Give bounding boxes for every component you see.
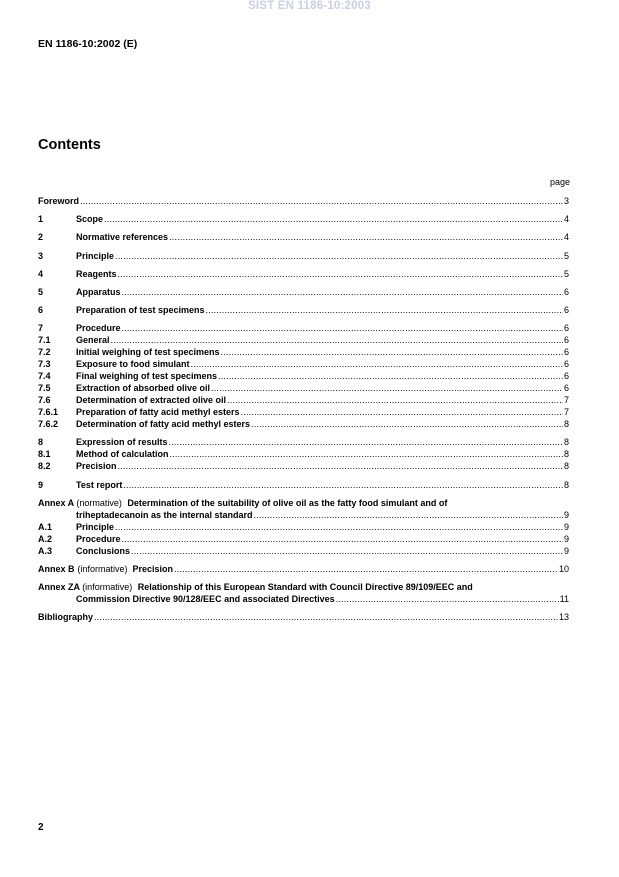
toc-entry-method-of-calculation[interactable] [38,448,569,460]
toc-number: 7.2 [38,347,51,357]
toc-page: 8 [563,437,569,447]
toc-title: Preparation of fatty acid methyl esters [76,407,240,417]
toc-entry-final-weighing[interactable] [38,370,569,382]
toc-entry-initial-weighing[interactable] [38,346,569,358]
toc-title: Final weighing of test specimens [76,371,218,381]
toc-entry-scope[interactable] [38,213,569,225]
toc-page: 6 [563,383,569,393]
toc-entry-procedure[interactable] [38,322,569,334]
toc-page: 6 [563,323,569,333]
toc-page: 8 [563,419,569,429]
toc-title: Principle [76,251,115,261]
toc-page: 13 [558,612,569,622]
toc-title: Precision [132,564,174,574]
toc-title: Expression of results [76,437,168,447]
toc-entry-annex-b[interactable] [38,563,569,575]
toc-number: 6 [38,305,44,315]
toc-page: 6 [563,335,569,345]
annex-title: Relationship of this European Standard with Council Directive 89/109/EEC and [137,582,473,592]
toc-title: Reagents [76,269,117,279]
toc-page: 7 [563,395,569,405]
toc-entry-annex-za-heading[interactable] [38,581,473,593]
toc-number: 7.4 [38,371,51,381]
toc-number: 8.1 [38,449,51,459]
toc-title: Scope [76,214,104,224]
toc-title: Procedure [76,534,121,544]
toc-page: 8 [563,461,569,471]
toc-title: Procedure [76,323,121,333]
toc-entry-determination[interactable] [38,394,569,406]
toc-number: 5 [38,287,44,297]
toc-page: 5 [563,269,569,279]
toc-title: General [76,335,110,345]
toc-number: A.3 [38,546,53,556]
toc-page: 9 [563,522,569,532]
page-column-label: page [549,177,570,187]
toc-entry-reagents[interactable] [38,268,569,280]
toc-entry-fame-determination[interactable] [38,418,569,430]
toc-page: 8 [563,480,569,490]
toc-title: triheptadecanoin as the internal standard [76,510,253,520]
toc-page: 4 [563,232,569,242]
toc-page: 9 [563,534,569,544]
toc-title: Determination of extracted olive oil [76,395,227,405]
toc-page: 8 [563,449,569,459]
toc-title: Method of calculation [76,449,169,459]
annex-title: Determination of the suitability of olive oil as the fatty food simulant and of [127,498,448,508]
page-title: Contents [38,137,101,153]
toc-number: 3 [38,251,44,261]
toc-title: Normative references [76,232,169,242]
annex-label: Annex B [38,564,75,574]
annex-kind: (normative) [76,498,122,508]
toc-entry-annex-a-conclusions[interactable] [38,545,569,557]
toc-page: 4 [563,214,569,224]
toc-title: Principle [76,522,115,532]
toc-title: Foreword [38,196,80,206]
watermark: SIST EN 1186-10:2003 [248,0,371,12]
toc-number: 1 [38,214,44,224]
toc-title: Bibliography [38,612,94,622]
toc-number: 7.6.2 [38,419,59,429]
toc-page: 7 [563,407,569,417]
toc-entry-fame-preparation[interactable] [38,406,569,418]
toc-number: 7 [38,323,44,333]
toc-entry-annex-a-procedure[interactable] [38,533,569,545]
toc-title: Test report [76,480,123,490]
toc-title: Preparation of test specimens [76,305,205,315]
toc-entry-normative-references[interactable] [38,231,569,243]
toc-title: Exposure to food simulant [76,359,190,369]
toc-number: A.1 [38,522,53,532]
toc-page: 6 [563,287,569,297]
toc-page: 6 [563,305,569,315]
toc-page: 6 [563,359,569,369]
toc-title: Initial weighing of test specimens [76,347,220,357]
toc-page: 5 [563,251,569,261]
toc-entry-exposure[interactable] [38,358,569,370]
toc-page: 6 [563,347,569,357]
toc-number: 7.6 [38,395,51,405]
toc-page: 10 [558,564,569,574]
annex-label: Annex ZA [38,582,80,592]
toc-number: 7.3 [38,359,51,369]
page-number: 2 [38,822,44,833]
toc-number: 2 [38,232,44,242]
toc-number: 7.6.1 [38,407,59,417]
toc-entry-preparation[interactable] [38,304,569,316]
annex-label: Annex A [38,498,74,508]
toc-number: 4 [38,269,44,279]
toc-entry-apparatus[interactable] [38,286,569,298]
toc-title: Apparatus [76,287,121,297]
toc-page: 11 [559,594,569,604]
toc-page: 9 [563,546,569,556]
document-id: EN 1186-10:2002 (E) [38,38,138,50]
toc-entry-annex-a-principle[interactable] [38,521,569,533]
toc-page: 6 [563,371,569,381]
toc-page: 3 [563,196,569,206]
toc-entry-bibliography[interactable] [38,611,569,623]
toc-entry-principle[interactable] [38,250,569,262]
toc-entry-test-report[interactable] [38,479,569,491]
toc-entry-extraction[interactable] [38,382,569,394]
toc-title: Extraction of absorbed olive oil [76,383,211,393]
toc-number: 7.5 [38,383,51,393]
annex-kind: (informative) [82,582,133,592]
toc-number: 8 [38,437,44,447]
toc-entry-annex-a-heading[interactable] [38,497,447,509]
toc-entry-expression-of-results[interactable] [38,436,569,448]
toc-entry-general[interactable] [38,334,569,346]
toc-title: Determination of fatty acid methyl esters [76,419,251,429]
toc-number: 8.2 [38,461,51,471]
toc-entry-precision[interactable] [38,460,569,472]
toc-title: Commission Directive 90/128/EEC and associated Directives [76,594,335,604]
annex-kind: (informative) [77,564,128,574]
toc-title: Precision [76,461,117,471]
toc-entry-foreword[interactable] [38,195,569,207]
toc-entry-annex-a[interactable] [38,509,569,521]
toc-entry-annex-za[interactable] [38,593,569,605]
toc-number: 7.1 [38,335,51,345]
toc-number: A.2 [38,534,53,544]
toc-page: 9 [563,510,569,520]
toc-number: 9 [38,480,44,490]
toc-title: Conclusions [76,546,131,556]
